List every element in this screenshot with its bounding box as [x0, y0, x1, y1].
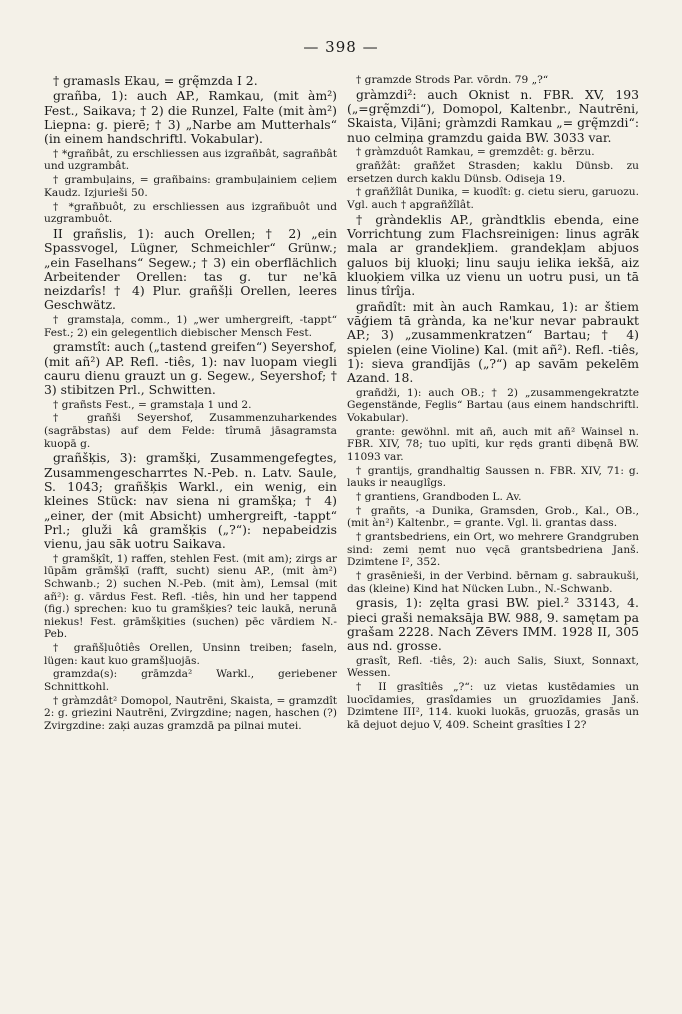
dictionary-entry: grañšķis, 3): gramšķi, Zusammengefegtes, Zusammengescharrtes N.-Peb. n. Latv. Saule, S. 1043; grañšķis Warkl., ein wenig, ein kleines Stück: nav siena ni gramšķa; † 4) „einer, der (mit Absicht) umhergreift, -tappt“ Prl.; gluži kâ gramšķis („?“): nepabeidzis vienu, jau sāk uotru Saikava. — [44, 450, 337, 552]
dictionary-entry: † gramšķît, 1) raffen, stehlen Fest. (mit am); zirgs ar lūpām grāmšķī (rafft, sucht) sienu AP., (mit àm²) Schwanb.; 2) suchen N.-Peb. (mit àm), Lemsal (mit añ²): g. vārdus Fest. Refl. -tiês, hin und her tappend (fig.) sprechen: kuo tu gramšķies? teic laukā, nerunā niekus! Fest. grāmšķities (suchen) pēc vārdiem N.-Peb. — [44, 552, 337, 641]
dictionary-entry: † grañšļuôtiês Orellen, Unsinn treiben; faseln, lügen: kaut kuo gramšļuojās. — [44, 642, 337, 667]
dictionary-entry: † gramstaļa, comm., 1) „wer umhergreift, -tappt“ Fest.; 2) ein gelegentlich diebischer Mensch Fest. — [44, 313, 337, 339]
dictionary-entry: † grantijs, grandhaltig Saussen n. FBR. XIV, 71: g. lauks ir neauglîgs. — [347, 464, 639, 490]
dictionary-entry: † gramasls Ekau, = grę̃mzda I 2. — [53, 73, 258, 88]
dictionary-entry: grañdît: mit àn auch Ramkau, 1): ar štiem vāģiem tā grànda, ka ne'kur nevar pabraukt AP.; 3) „zusammenkratzen“ Bartau; † 4) spielen (eine Violine) Kal. (mit añ²). Refl. -tiês, 1): sieva grandījās („?“) ap savām pekelēm Azand. 18. — [347, 298, 639, 386]
dictionary-entry: † gràmzdât² Domopol, Nautrēni, Skaista, = gramzdît 2: g. griezini Nautrēni, Zvirgzdine; nagen, haschen (?) Zvirgzdine: zaķi auzas gramzdā pa pilnai mutei. — [44, 694, 337, 732]
dictionary-entry: † grambuļains, = grañbains: grambuļainiem ceļiem Kaudz. Izjurieši 50. — [44, 174, 337, 199]
dictionary-entry: grasît, Refl. -tiês, 2): auch Salis, Siuxt, Sonnaxt, Wessen. — [347, 654, 639, 680]
dictionary-entry: grañba, 1): auch AP., Ramkau, (mit àm²) Fest., Saikava; † 2) die Runzel, Falte (mit àm²) Liepna: g. pierē; † 3) „Narbe am Mutterhals“ (in einem handschriftl. Vokabular). — [44, 88, 337, 147]
dictionary-entry: † grantsbedriens, ein Ort, wo mehrere Grandgruben sind: zemi ņemt nuo vęcā grantsbedriena Janš. Dzimtene I², 352. — [347, 531, 639, 569]
dictionary-entry: † *grañbât, zu erschliessen aus izgrañbât, sagrañbât und uzgrambât. — [44, 147, 337, 173]
dictionary-entry: † gràmzduôt Ramkau, = gremzdêt: g. bērzu. — [356, 146, 595, 159]
dictionary-entry: † II grasîtiês „?“: uz vietas kustēdamies un luocīdamies, grasîdamies un gruozīdamies Janš. Dzimtene III², 114. kuoki luokās, gruozās, grasās un kā dejuot dejuo V, 409. Scheint grasîties I 2? — [347, 681, 639, 731]
dictionary-entry: gramzda(s): grāmzda² Warkl., geriebener Schnittkohl. — [44, 668, 337, 694]
dictionary-entry: grante: gewöhnl. mit añ, auch mit añ² Wainsel n. FBR. XIV, 78; tuo upīti, kur ręds granti dibęnā BW. 11093 var. — [347, 425, 639, 463]
dictionary-entry: † grañši Seyershof, Zusammenzuharkendes (sagrābstas) auf dem Felde: tîrumā jāsagramsta kuopā g. — [44, 412, 337, 450]
dictionary-entry: II grañslis, 1): auch Orellen; † 2) „ein Spassvogel, Lügner, Schmeichler“ Grünw.; „ein Faselhans“ Segew.; † 3) ein oberflächlich Arbeitender Orellen: tas g. tur ne'kā neizdarîs! † 4) Plur. grañšļi Orellen, leeres Geschwätz. — [44, 225, 337, 313]
dictionary-entry: † grañžîlât Dunika, = kuodît: g. cietu sieru, garuozu. Vgl. auch † apgrañžîlât. — [347, 186, 639, 211]
dictionary-entry: † grañsts Fest., = gramstaļa 1 und 2. — [53, 398, 252, 411]
dictionary-entry: grañdži, 1): auch OB.; † 2) „zusammengekratzte Gegenstände, Feglis“ Bartau (aus einem handschriftl. Vokabular). — [347, 386, 639, 424]
page-number: — 398 — — [303, 38, 379, 56]
dictionary-entry: grañžât: grañžet Strasden; kaklu Dünsb. zu ersetzen durch kaklu Dünsb. Odiseja 19. — [347, 159, 639, 185]
dictionary-entry: † gràndeklis AP., gràndtklis ebenda, eine Vorrichtung zum Flachsreinigen: linus agrāk mala ar grandekļiem. grandekļam abjuos galuos bij kluoķi; linu sauju ielika iekšā, aiz kluoķiem vilka uz vienu un uotru pusi, un tā linus tîrîja. — [347, 211, 639, 299]
dictionary-entry: † grasēnieši, in der Verbind. bērnam g. sabraukuši, das (kleine) Kind hat Nücken Lubn., N.-Schwanb. — [347, 570, 639, 595]
dictionary-entry: † gramzde Strods Par. vōrdn. 79 „?“ — [356, 74, 549, 86]
dictionary-entry: gràmzdi²: auch Oknist n. FBR. XV, 193 („=grę̃mzdi“), Domopol, Kaltenbr., Nautrēni, Skaista, Viļāni; gràmzdi Ramkau „= grę̃mzdi“: nuo celmiņa gramzdu gaida BW. 3033 var. — [347, 86, 639, 145]
right-column — [347, 74, 639, 733]
dictionary-entry: grasis, 1): zęlta grasi BW. piel.² 33143, 4. pieci graši nemaksāja BW. 988, 9. samętam pa grašam 2228. Nach Zēvers IMM. 1928 II, 305 aus nd. grosse. — [347, 595, 639, 654]
dictionary-entry: † *grañbuôt, zu erschliessen aus izgrañbuôt und uzgrambuôt. — [44, 200, 337, 226]
left-column — [44, 74, 337, 734]
dictionary-entry: † grañts, -a Dunika, Gramsden, Grob., Kal., OB., (mit àn²) Kaltenbr., = grante. Vgl. li. grantas dass. — [347, 504, 639, 530]
dictionary-entry: gramstît: auch („tastend greifen“) Seyershof, (mit añ²) AP. Refl. -tiês, 1): nav luopam viegli cauru dienu grauzt un g. Segew., Seyershof; † 3) stibitzen Prl., Schwitten. — [44, 339, 337, 398]
dictionary-entry: † grantiens, Grandboden L. Av. — [356, 490, 522, 503]
